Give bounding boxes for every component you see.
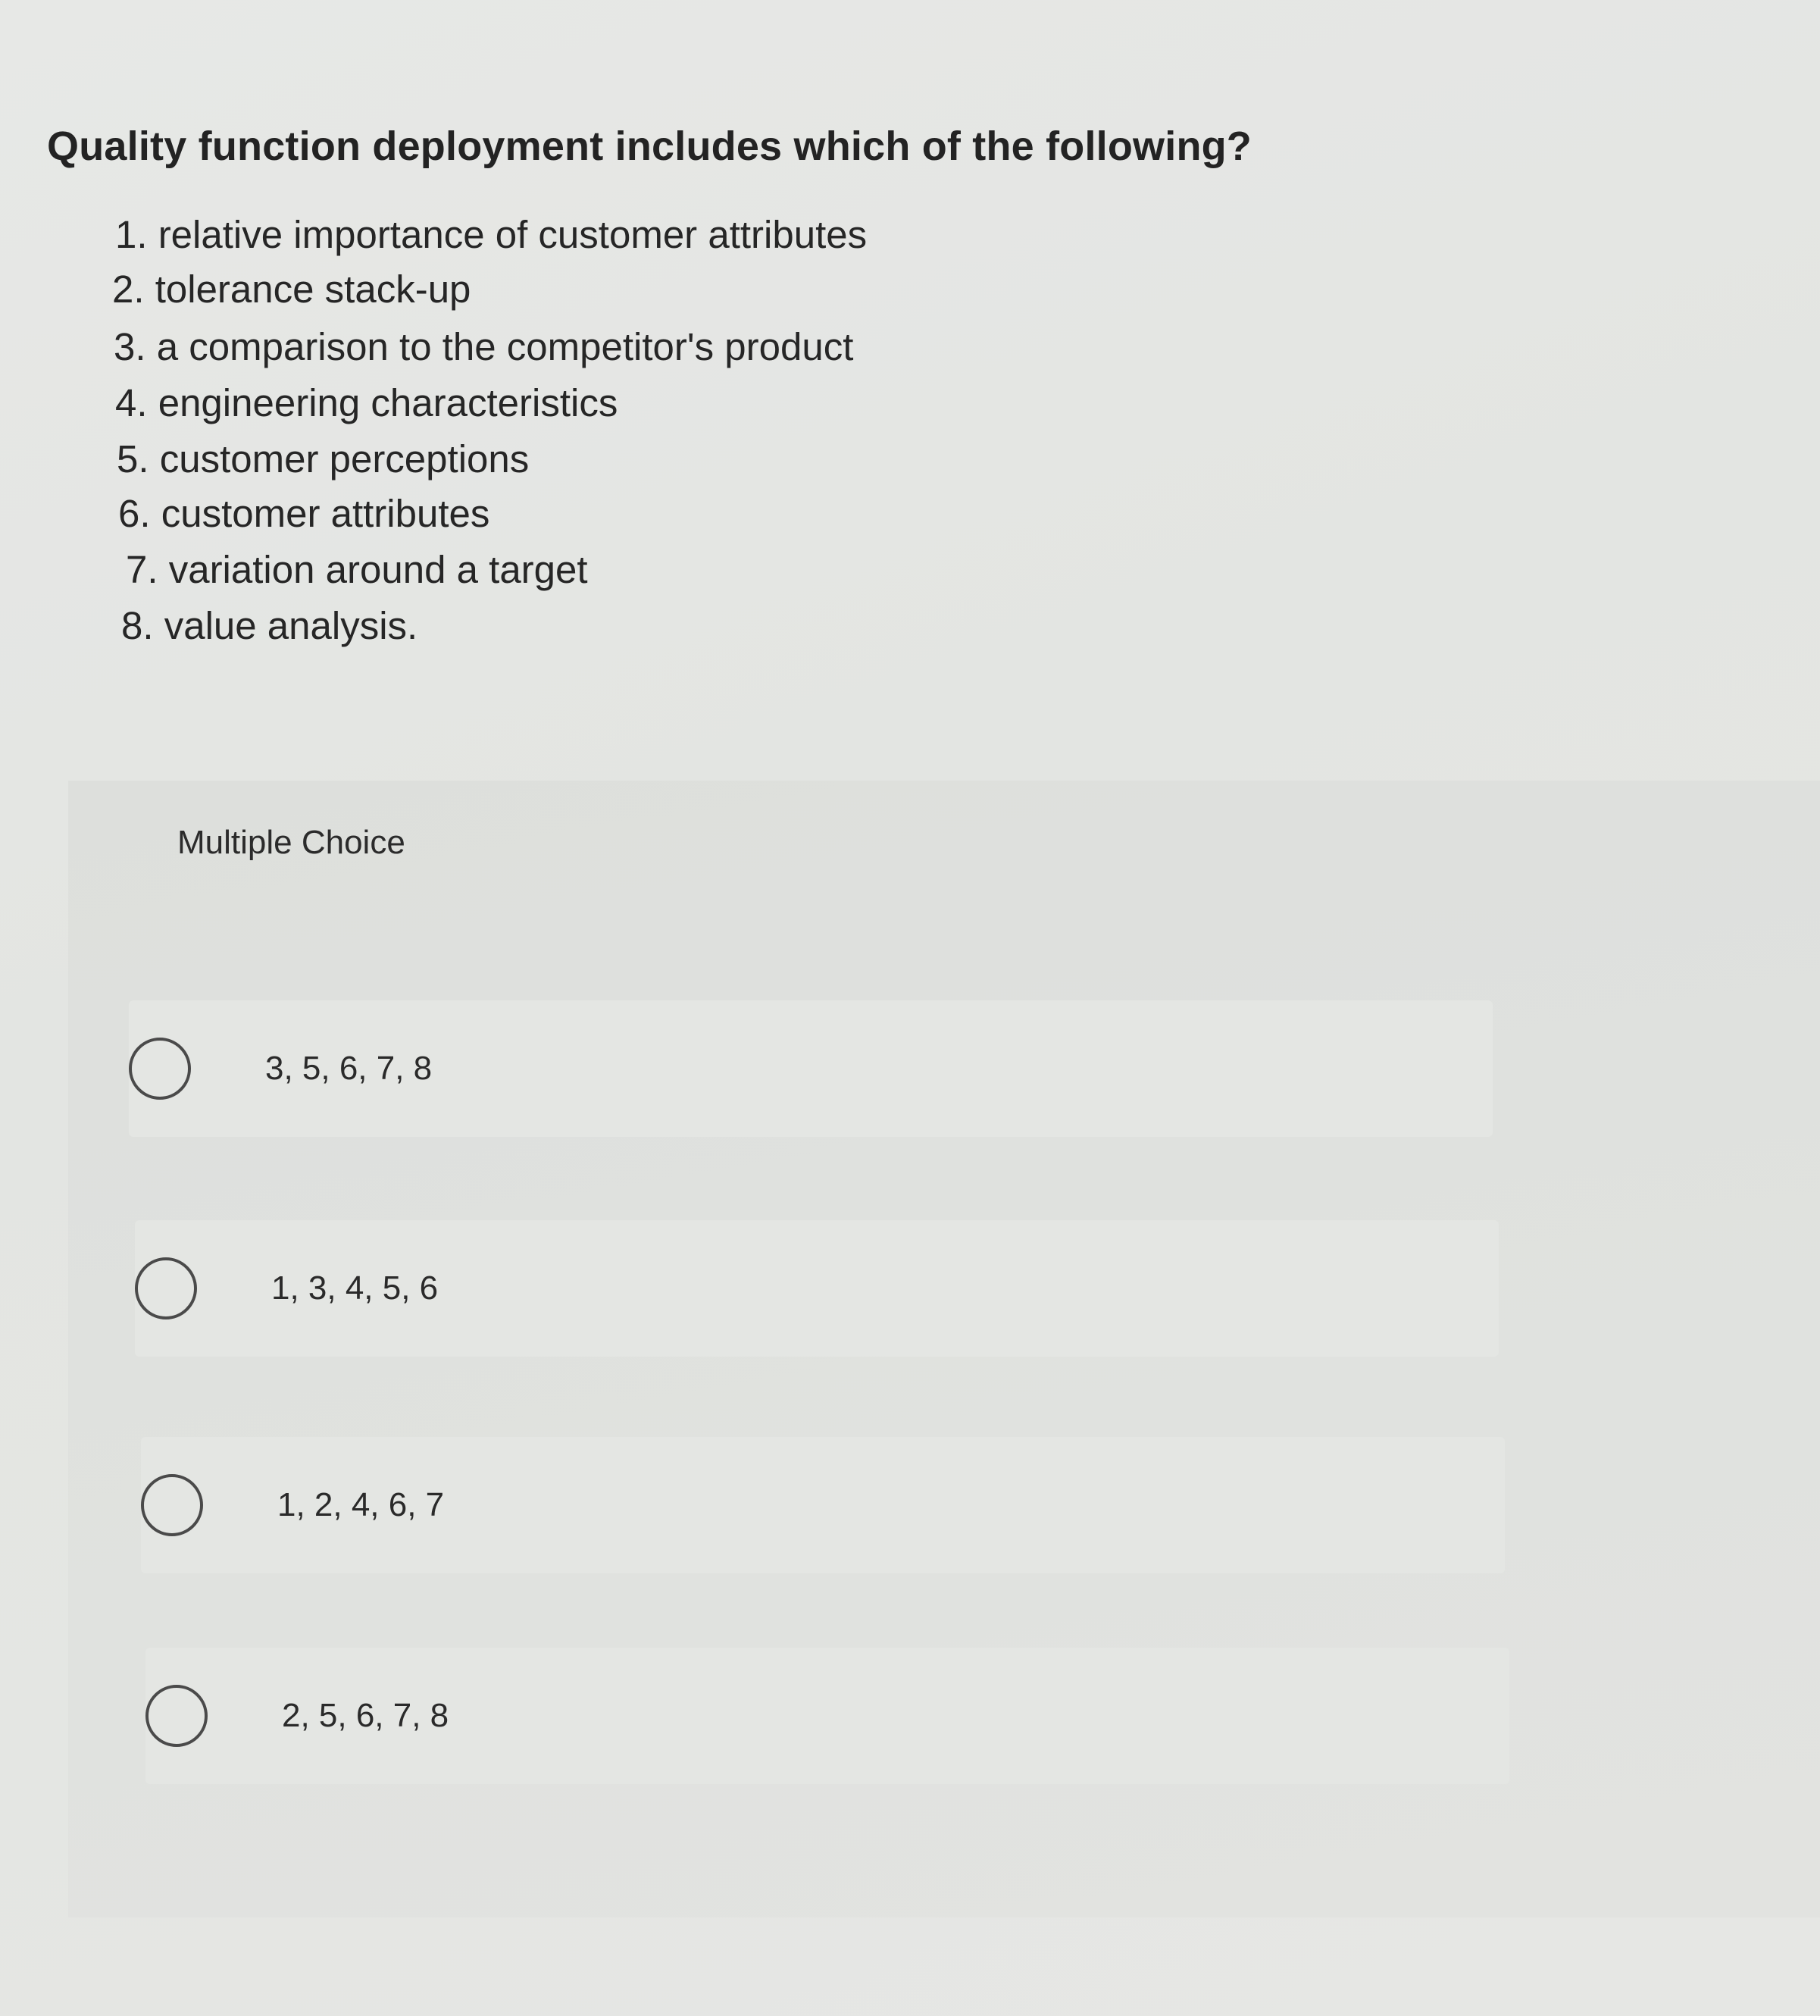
question bbox=[0, 0, 1820, 781]
answer-option-label: 1, 2, 4, 6, 7 bbox=[277, 1486, 445, 1523]
statement-7: 7. variation around a target bbox=[126, 548, 588, 591]
statement-3: 3. a comparison to the competitor's product bbox=[114, 325, 854, 368]
radio-button-icon[interactable] bbox=[145, 1685, 208, 1747]
answer-option-label: 1, 3, 4, 5, 6 bbox=[271, 1269, 439, 1307]
statement-6: 6. customer attributes bbox=[118, 492, 490, 535]
radio-button-icon[interactable] bbox=[129, 1038, 191, 1100]
question-title: Quality function deployment includes which of the following? bbox=[47, 124, 1252, 170]
answer-option-label: 2, 5, 6, 7, 8 bbox=[282, 1697, 449, 1734]
statement-4: 4. engineering characteristics bbox=[115, 381, 618, 424]
answer-option-label: 3, 5, 6, 7, 8 bbox=[265, 1050, 433, 1087]
statement-1: 1. relative importance of customer attributes bbox=[115, 213, 868, 256]
answer-option-4[interactable] bbox=[145, 1648, 1509, 1784]
statement-2: 2. tolerance stack-up bbox=[112, 268, 471, 311]
answer-option-2[interactable] bbox=[135, 1220, 1499, 1357]
question-type-label: Multiple Choice bbox=[177, 824, 405, 861]
statement-5: 5. customer perceptions bbox=[117, 437, 530, 481]
answer-option-1[interactable] bbox=[129, 1000, 1493, 1137]
answer-option-3[interactable] bbox=[141, 1437, 1505, 1573]
answer-panel bbox=[68, 781, 1820, 1917]
radio-button-icon[interactable] bbox=[135, 1257, 197, 1319]
statement-list bbox=[0, 0, 1061, 781]
radio-button-icon[interactable] bbox=[141, 1474, 203, 1536]
statement-8: 8. value analysis. bbox=[121, 604, 418, 647]
